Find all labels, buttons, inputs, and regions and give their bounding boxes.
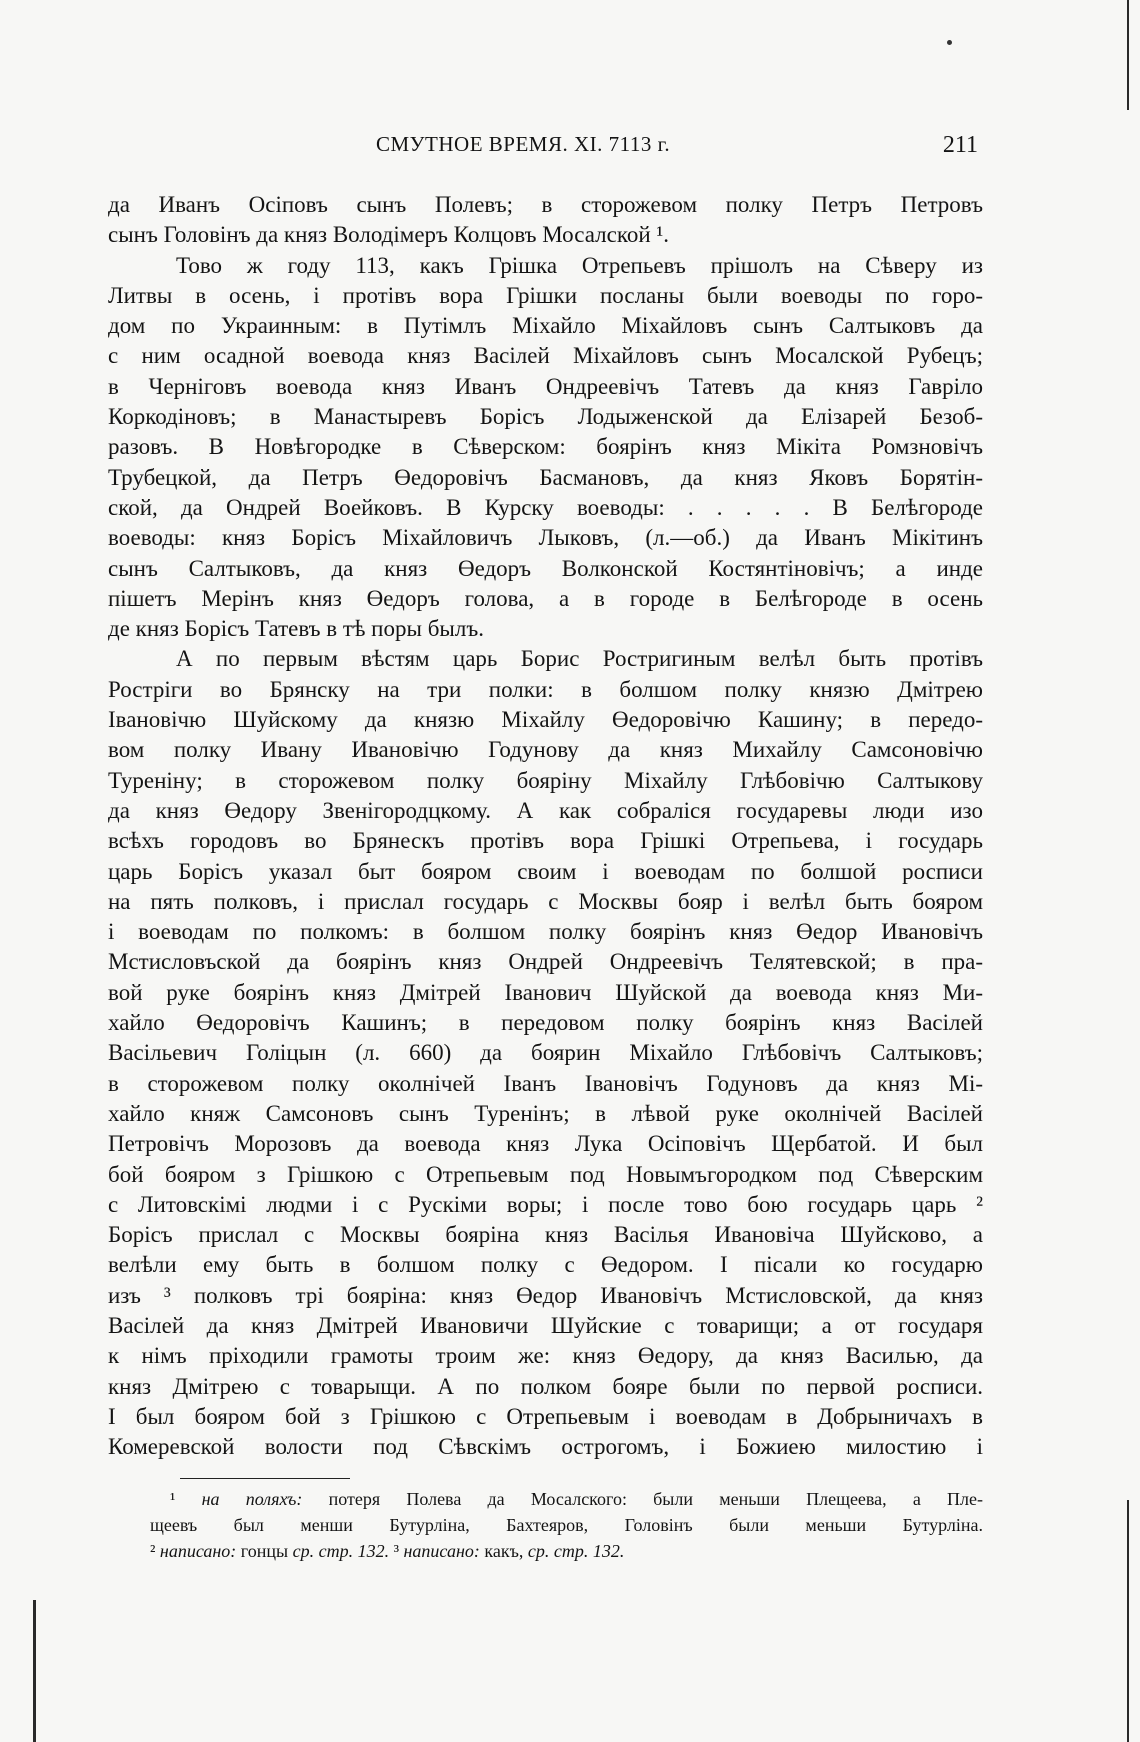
body-line: хайло княж Самсоновъ сынъ Туренінъ; в лѣвой руке околнічей Васілей xyxy=(108,1100,983,1126)
body-text xyxy=(108,190,983,1462)
body-line: і воеводам по полкомъ: в болшом полку боярінъ княз Өедор Ивановічъ xyxy=(108,919,983,945)
body-line: де княз Борісъ Татевъ в тѣ поры былъ. xyxy=(108,616,484,642)
body-line: изъ ³ полковъ трі бояріна: княз Өедор Ивановічъ Мстисловской, да княз xyxy=(108,1282,983,1308)
body-line: велѣли ему быть в болшом полку с Өедором. І пісали ко государю xyxy=(108,1252,983,1278)
body-line: воеводы: княз Борісъ Міхайловичъ Лыковъ, (л.—об.) да Иванъ Мікітинъ xyxy=(108,525,983,551)
scan-edge-right xyxy=(1127,0,1129,110)
body-line: Трубецкой, да Петръ Өедоровічъ Басмановъ, да княз Яковъ Борятін- xyxy=(108,464,983,490)
body-line: хайло Өедоровічъ Кашинъ; в передовом полку боярінъ княз Васілей xyxy=(108,1010,983,1036)
footnote-3-text: какъ, xyxy=(484,1541,524,1561)
body-line: Васілей да княз Дмітрей Ивановичи Шуйские с товарищи; а от государя xyxy=(108,1312,983,1338)
body-line: Васільевич Голіцын (л. 660) да боярин Міхайло Глѣбовічъ Салтыковъ; xyxy=(108,1040,983,1066)
body-line: вой руке боярінъ княз Дмітрей Іванович Шуйской да воевода княз Ми- xyxy=(108,979,983,1005)
body-line: с Литовскімі людми і с Рускіми воры; і после тово бою государь царь ² xyxy=(108,1191,983,1217)
footnote-1-text-a: потеря Полева да Мосалского: были меньши Плещеева, а Пле- xyxy=(328,1489,984,1509)
footnote-3-label: написано: xyxy=(403,1541,480,1561)
body-line: ской, да Ондрей Воейковъ. В Курску воеводы: . . . . . В Белѣгороде xyxy=(108,494,983,520)
body-line: сынъ Головінъ да княз Володімеръ Колцовъ Мосалской ¹. xyxy=(108,222,670,248)
body-line: пішетъ Мерінъ княз Өедоръ голова, а в городе в Белѣгороде в осень xyxy=(108,585,983,611)
body-line: Петровічъ Морозовъ да воевода княз Лука Осіповічъ Щербатой. И был xyxy=(108,1131,983,1157)
scan-edge-right-lower xyxy=(1127,1500,1129,1742)
footnote-1-label: на поляхъ: xyxy=(201,1489,303,1509)
body-line: Комеревской волости под Сѣвскімъ острогомъ, і Божиею милостию і xyxy=(108,1434,983,1460)
page-number: 211 xyxy=(942,132,978,158)
page-header xyxy=(108,132,978,162)
body-line: І был бояром бой з Грішкою с Отрепьевым і воеводам в Добрыничахъ в xyxy=(108,1403,983,1429)
body-line: А по первым вѣстям царь Борис Ростригиным велѣл быть протівъ xyxy=(176,646,983,672)
body-line: к німъ пріходили грамоты троим же: княз Өедору, да княз Василью, да xyxy=(108,1343,983,1369)
body-line: с ним осадной воевода княз Васілей Міхайловъ сынъ Мосалской Рубецъ; xyxy=(108,343,983,369)
body-line: Тово ж году 113, какъ Грішка Отрепьевъ прішолъ на Сѣверу из xyxy=(176,252,983,278)
footnote-2-ref: ср. стр. 132. xyxy=(292,1541,390,1561)
body-line: вом полку Ивану Ивановічю Годунову да княз Михайлу Самсоновічю xyxy=(108,737,983,763)
body-line: в Черніговъ воевода княз Иванъ Ондреевічъ Татевъ да княз Гавріло xyxy=(108,373,983,399)
footnote-2-mark: ² xyxy=(150,1541,156,1561)
body-line: Івановічю Шуйскому да князю Міхайлу Өедоровічю Кашину; в передо- xyxy=(108,707,983,733)
body-line: разовъ. В Новѣгородке в Сѣверском: боярінъ княз Мікіта Ромзновічъ xyxy=(108,434,983,460)
footnote-3-mark: ³ xyxy=(393,1541,399,1561)
body-line: в сторожевом полку околнічей Іванъ Івановічъ Годуновъ да княз Мі- xyxy=(108,1070,983,1096)
body-line: Коркодіновъ; в Манастыревъ Борісъ Лодыженской да Елізарей Безоб- xyxy=(108,404,983,430)
footnote-2-label: написано: xyxy=(159,1541,237,1561)
body-line: дом по Украинным: в Путімлъ Міхайло Міхайловъ сынъ Салтыковъ да xyxy=(108,313,983,339)
footnote-rule xyxy=(180,1478,350,1479)
running-title: СМУТНОЕ ВРЕМЯ. XI. 7113 г. xyxy=(376,132,671,156)
footnote-1-mark: ¹ xyxy=(170,1489,176,1509)
body-line: на пять полковъ, і прислал государь с Москвы бояр і велѣл быть бояром xyxy=(108,888,983,914)
footnote-3-ref: ср. стр. 132. xyxy=(527,1541,625,1561)
body-line: Борісъ прислал с Москвы бояріна княз Васілья Ивановіча Шуйсково, а xyxy=(108,1222,983,1248)
body-line: всѣхъ городовъ во Брянескъ протівъ вора Грішкі Отрепьева, і государь xyxy=(108,828,983,854)
body-line: да княз Өедору Звенігородцкому. А как собраліся государевы люди изо xyxy=(108,797,983,823)
footnotes xyxy=(150,1486,983,1564)
scan-speck xyxy=(947,40,952,45)
body-line: Ростріги во Брянску на три полки: в болшом полку князю Дмітрею xyxy=(108,676,983,702)
body-line: сынъ Салтыковъ, да княз Өедоръ Волконской Костянтіновічъ; а инде xyxy=(108,555,983,581)
body-line: Мстисловъской да боярінъ княз Ондрей Ондреевічъ Телятевской; в пра- xyxy=(108,949,983,975)
body-line: царь Борісъ указал быт бояром своим і воеводам по болшой росписи xyxy=(108,858,983,884)
body-line: Туреніну; в сторожевом полку бояріну Міхайлу Глѣбовічю Салтыкову xyxy=(108,767,983,793)
footnote-1-line-1 xyxy=(150,1486,983,1512)
scan-edge-left xyxy=(33,1600,36,1742)
footnote-1-line-2: щеевъ был менши Бутурліна, Бахтеяров, Головінъ были меньши Бутурліна. xyxy=(150,1515,983,1535)
body-line: да Иванъ Осіповъ сынъ Полевъ; в сторожевом полку Петръ Петровъ xyxy=(108,192,983,217)
footnote-2-3-line xyxy=(150,1538,983,1564)
body-line: Литвы в осень, і протівъ вора Грішки посланы были воеводы по горо- xyxy=(108,282,983,308)
body-line: княз Дмітрею с товарыщи. А по полком бояре были по первой росписи. xyxy=(108,1373,983,1399)
footnote-2-text: гонцы xyxy=(240,1541,289,1561)
body-line: бой бояром з Грішкою с Отрепьевым под Новымъгородком под Сѣверским xyxy=(108,1161,983,1187)
